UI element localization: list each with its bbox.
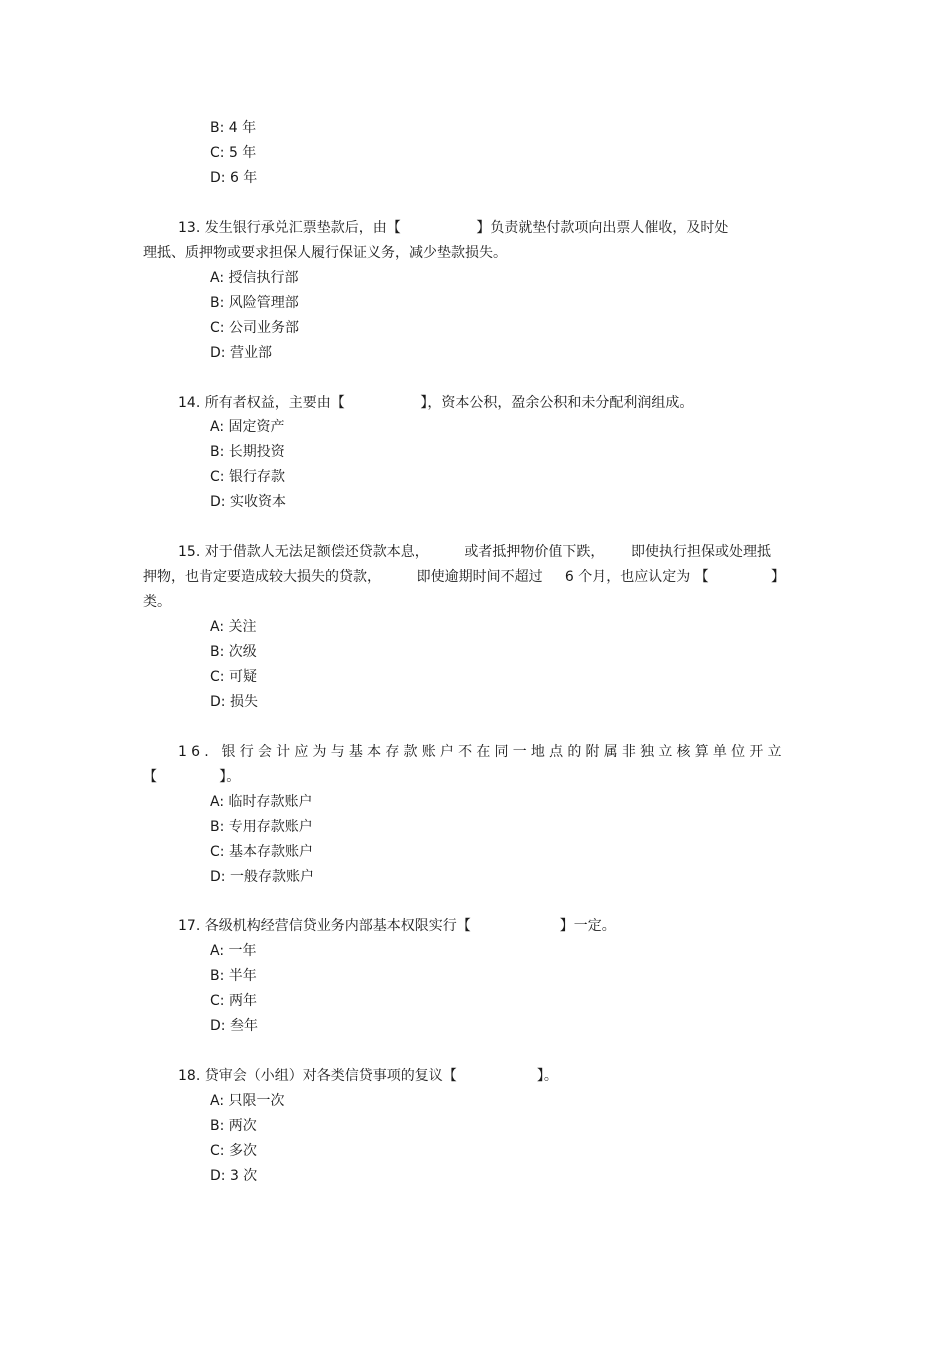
q13-option-c: C: 公司业务部 — [210, 320, 299, 336]
question-13-text-cont: 理抵、质押物或要求担保人履行保证义务，减少垫款损失。 — [143, 245, 507, 261]
question-14-text: 14. 所有者权益，主要由【 】，资本公积，盈余公积和未分配利润组成。 — [178, 395, 694, 411]
option-d: D: 6 年 — [210, 170, 258, 186]
q15-option-c: C: 可疑 — [210, 669, 257, 685]
q16-option-b: B: 专用存款账户 — [210, 819, 313, 835]
question-15-text: 15. 对于借款人无法足额偿还贷款本息， 或者抵押物价值下跌， 即使执行担保或处理抵 — [178, 544, 772, 560]
question-18-text: 18. 贷审会（小组）对各类信贷事项的复议【 】。 — [178, 1068, 558, 1084]
question-15-text-cont2: 类。 — [143, 594, 171, 610]
q18-option-a: A: 只限一次 — [210, 1093, 285, 1109]
option-b: B: 4 年 — [210, 120, 257, 136]
q18-option-c: C: 多次 — [210, 1143, 257, 1159]
q13-option-b: B: 风险管理部 — [210, 295, 299, 311]
q13-option-d: D: 营业部 — [210, 345, 272, 361]
q15-option-b: B: 次级 — [210, 644, 257, 660]
question-15-text-cont: 押物，也肯定要造成较大损失的贷款， 即使逾期时间不超过 6 个月，也应认定为 【 】 — [143, 569, 785, 585]
q17-option-b: B: 半年 — [210, 968, 257, 984]
q17-option-a: A: 一年 — [210, 943, 257, 959]
q16-option-c: C: 基本存款账户 — [210, 844, 313, 860]
question-17-text: 17. 各级机构经营信贷业务内部基本权限实行【 】一定。 — [178, 918, 616, 934]
question-13-text: 13. 发生银行承兑汇票垫款后，由【 】负责就垫付款项向出票人催收，及时处 — [178, 220, 729, 236]
q14-option-d: D: 实收资本 — [210, 494, 286, 510]
q16-option-a: A: 临时存款账户 — [210, 794, 313, 810]
q14-option-b: B: 长期投资 — [210, 444, 285, 460]
q17-option-d: D: 叁年 — [210, 1018, 258, 1034]
q15-option-d: D: 损失 — [210, 694, 258, 710]
question-16-text-cont: 【 】。 — [143, 769, 241, 785]
q13-option-a: A: 授信执行部 — [210, 270, 299, 286]
q18-option-b: B: 两次 — [210, 1118, 257, 1134]
q14-option-c: C: 银行存款 — [210, 469, 285, 485]
q17-option-c: C: 两年 — [210, 993, 257, 1009]
q18-option-d: D: 3 次 — [210, 1168, 258, 1184]
q14-option-a: A: 固定资产 — [210, 419, 285, 435]
option-c: C: 5 年 — [210, 145, 257, 161]
question-16-text: 16. 银行会计应为与基本存款账户不在同一地点的附属非独立核算单位开立 — [178, 744, 786, 760]
q15-option-a: A: 关注 — [210, 619, 257, 635]
q16-option-d: D: 一般存款账户 — [210, 869, 314, 885]
